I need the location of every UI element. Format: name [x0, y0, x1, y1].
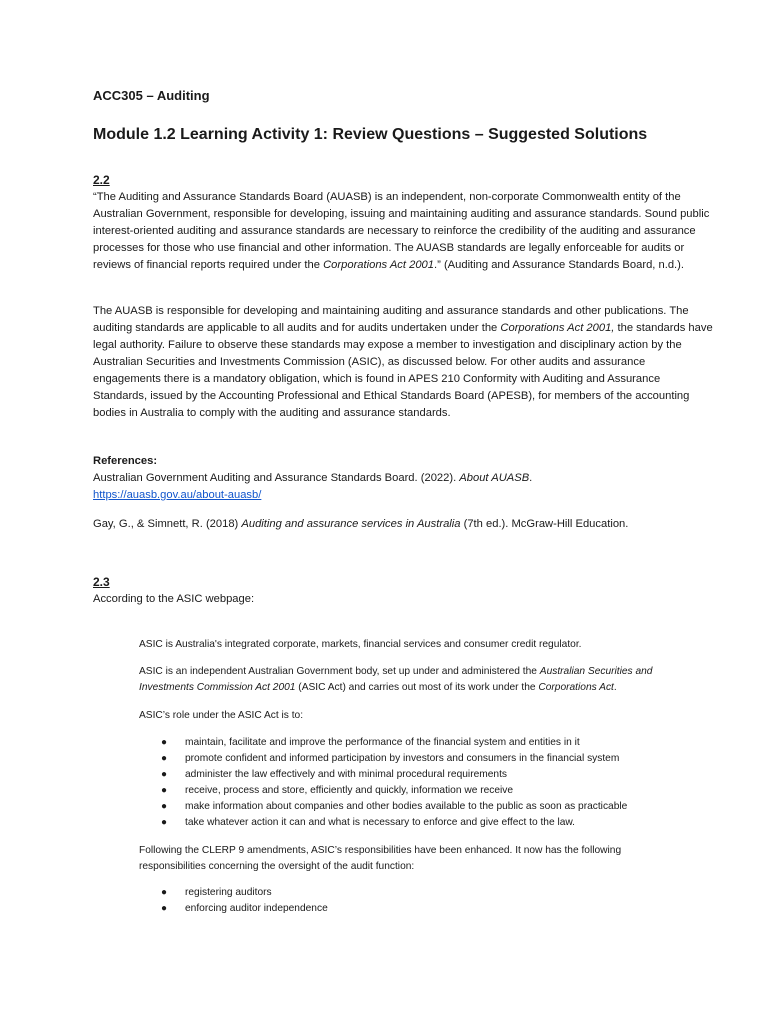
- reference-1: [93, 470, 713, 487]
- references-heading: References:: [93, 455, 158, 467]
- bullet-list-asic-role: [139, 735, 684, 831]
- italic-text: About AUASB: [459, 472, 530, 484]
- references-block: [93, 453, 713, 504]
- list-item: [139, 799, 684, 815]
- list-item: [139, 901, 684, 917]
- bullet-icon: ●: [161, 801, 168, 812]
- text: .: [529, 472, 533, 484]
- quote-asic-regulator: ASIC is Australia's integrated corporate, markets, financial services and consumer credit regulator.: [139, 639, 582, 650]
- text: (7th ed.). McGraw-Hill Education.: [460, 518, 629, 530]
- italic-text: Corporations Act 2001,: [500, 322, 615, 334]
- text: .” (Auditing and Assurance Standards Board, n.d.).: [434, 259, 684, 271]
- document-title: Module 1.2 Learning Activity 1: Review Questions – Suggested Solutions: [93, 126, 648, 143]
- section-heading-2-3: 2.3: [93, 575, 110, 589]
- bullet-icon: ●: [161, 817, 168, 828]
- list-item: [139, 815, 684, 831]
- text: Gay, G., & Simnett, R. (2018): [93, 518, 242, 530]
- bullet-icon: ●: [161, 903, 168, 914]
- list-item-text: enforcing auditor independence: [185, 903, 328, 914]
- section-heading-2-2: 2.2: [93, 173, 110, 187]
- text: .: [613, 682, 617, 693]
- italic-text: Corporations Act: [538, 682, 614, 693]
- list-item-text: maintain, facilitate and improve the performance of the financial system and entities in it: [185, 737, 580, 748]
- reference-2: [93, 516, 713, 533]
- bullet-icon: ●: [161, 887, 168, 898]
- text: Australian Government Auditing and Assurance Standards Board. (2022).: [93, 472, 460, 484]
- list-item: [139, 767, 684, 783]
- reference-link[interactable]: https://auasb.gov.au/about-auasb/: [93, 489, 262, 501]
- bullet-icon: ●: [161, 785, 168, 796]
- text: “The Auditing and Assurance Standards Board (AUASB) is an independent, non-corporate Commonwealth entity of the Australian Government, responsible for developing, issuing and maintaining auditing and assurance standards. Sound public interest-oriented auditing and assurance standards are necessary to reinforce the credibility of the auditing and assurance processes for those who use financial and other information. The AUASB standards are legally enforceable for audits or reviews of financial reports required under the: [93, 191, 710, 271]
- list-item: [139, 751, 684, 767]
- section-intro: According to the ASIC webpage:: [93, 593, 255, 605]
- list-item: [139, 735, 684, 751]
- list-item: [139, 783, 684, 799]
- list-item-text: administer the law effectively and with minimal procedural requirements: [185, 769, 507, 780]
- italic-text: Corporations Act 2001: [323, 259, 434, 271]
- quote-asic-body: [139, 664, 684, 696]
- text: ASIC is an independent Australian Government body, set up under and administered the: [139, 666, 540, 677]
- paragraph-auasb-role: [93, 303, 713, 422]
- list-item-text: make information about companies and other bodies available to the public as soon as practicable: [185, 801, 628, 812]
- list-item-text: registering auditors: [185, 887, 272, 898]
- bullet-list-oversight: [139, 885, 684, 917]
- list-item-text: take whatever action it can and what is necessary to enforce and give effect to the law.: [185, 817, 575, 828]
- bullet-icon: ●: [161, 769, 168, 780]
- text: (ASIC Act) and carries out most of its work under the: [295, 682, 539, 693]
- course-title: ACC305 – Auditing: [93, 88, 210, 103]
- text: the standards have legal authority. Failure to observe these standards may expose a member to investigation and disciplinary action by the Australian Securities and Investments Commission (ASIC), as discussed below. For other audits and assurance engagements there is a mandatory obligation, which is found in APES 210 Conformity with Auditing and Assurance Standards, issued by the Accounting Professional and Ethical Standards Board (APESB), for members of the accounting bodies in Australia to comply with the auditing and assurance standards.: [93, 322, 713, 419]
- quote-asic-role: ASIC’s role under the ASIC Act is to:: [139, 710, 304, 721]
- quote-clerp9: Following the CLERP 9 amendments, ASIC’s responsibilities have been enhanced. It now has the following responsibilities concerning the oversight of the audit function:: [139, 845, 622, 872]
- paragraph-auasb-quote: [93, 189, 713, 274]
- bullet-icon: ●: [161, 737, 168, 748]
- italic-text: Australian Securities and Investments Commission Act 2001: [139, 666, 653, 693]
- italic-text: Auditing and assurance services in Australia: [241, 518, 461, 530]
- bullet-icon: ●: [161, 753, 168, 764]
- list-item-text: promote confident and informed participation by investors and consumers in the financial system: [185, 753, 620, 764]
- text: The AUASB is responsible for developing and maintaining auditing and assurance standards and other publications. The auditing standards are applicable to all audits and for audits undertaken under the: [93, 305, 689, 334]
- list-item-text: receive, process and store, efficiently and quickly, information we receive: [185, 785, 514, 796]
- list-item: [139, 885, 684, 901]
